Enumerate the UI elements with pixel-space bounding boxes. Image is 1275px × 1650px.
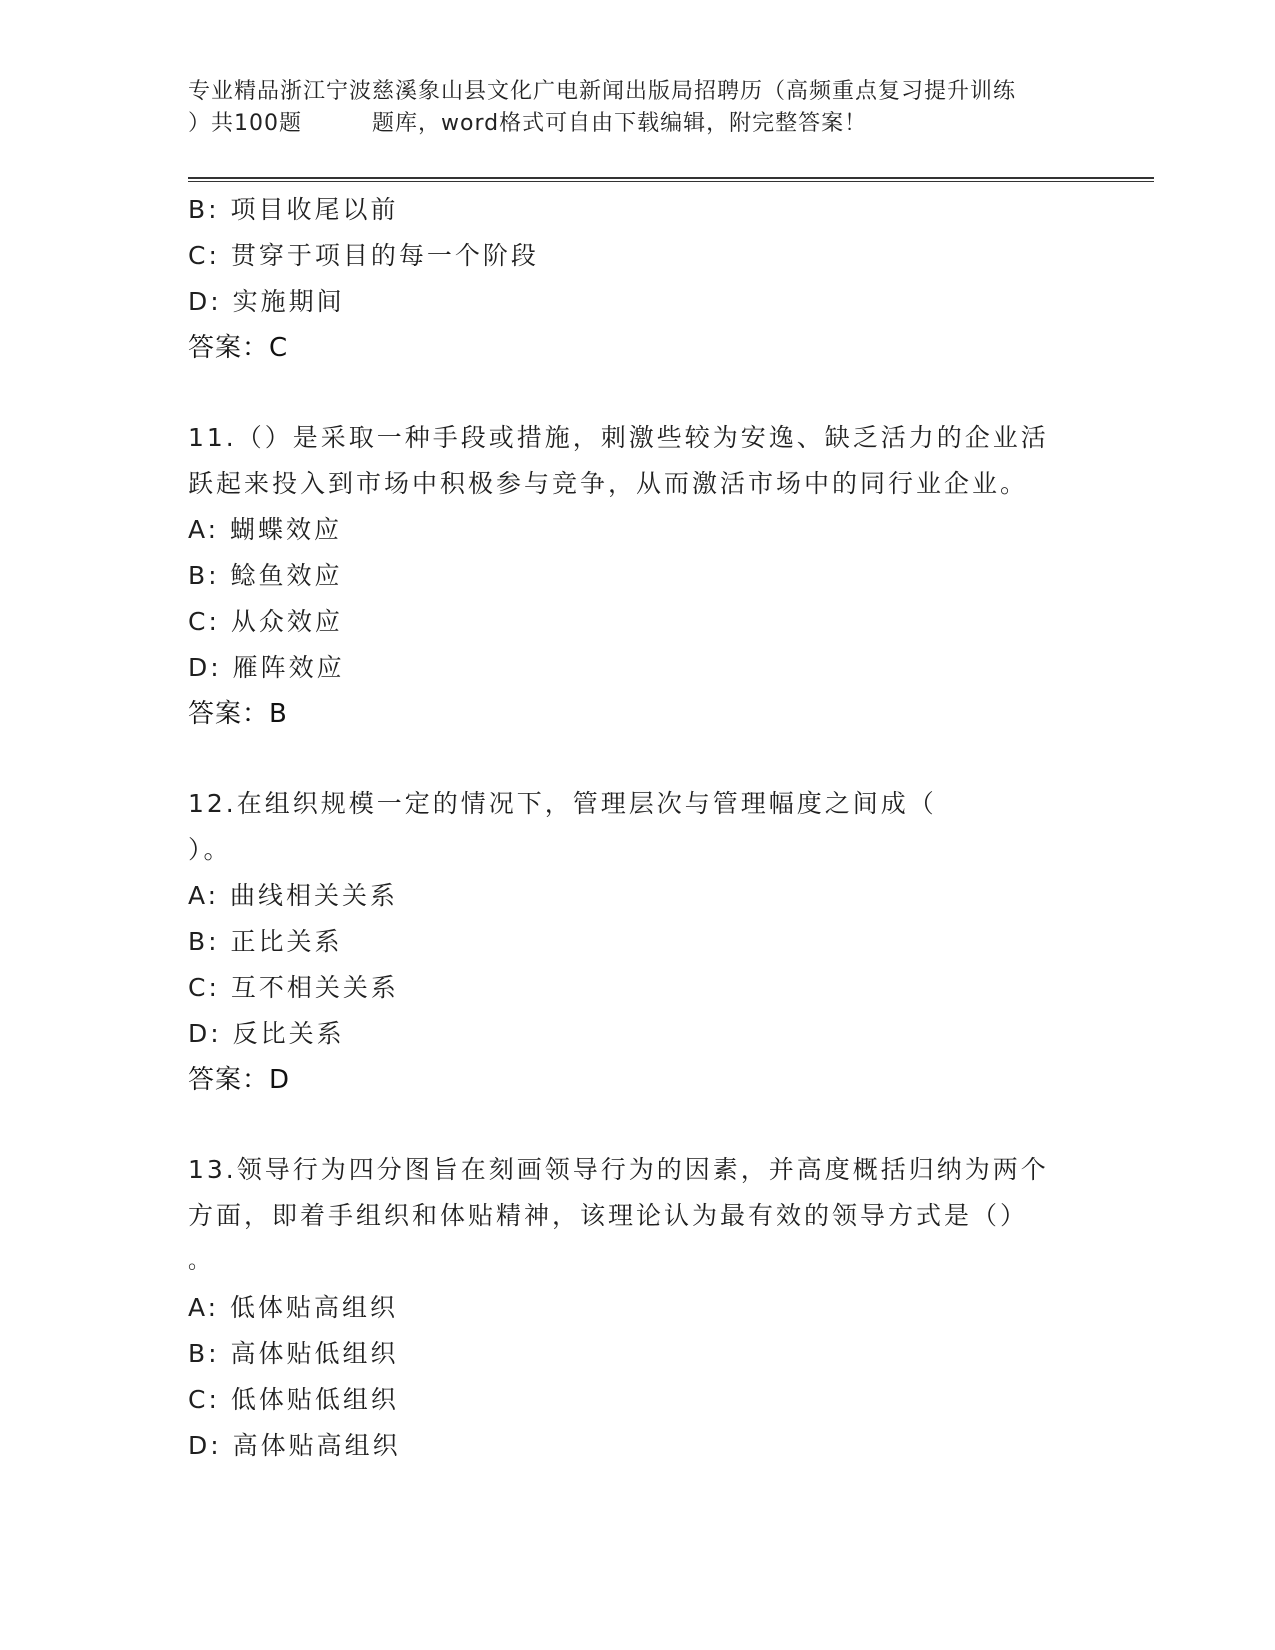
- option-c: C: 互不相关关系: [188, 973, 399, 1002]
- option-b: B: 正比关系: [188, 927, 343, 956]
- question-text-line: 13.领导行为四分图旨在刻画领导行为的因素，并高度概括归纳为两个: [188, 1155, 1049, 1184]
- header-line-1: 专业精品浙江宁波慈溪象山县文化广电新闻出版局招聘历（高频重点复习提升训练: [188, 79, 1017, 104]
- header-line-2: [188, 108, 1088, 140]
- option-a: A: 低体贴高组织: [188, 1293, 399, 1322]
- question-text-line: ）。: [188, 835, 232, 864]
- header-divider-thin: [188, 181, 1154, 182]
- question-text-line: 跃起来投入到市场中积极参与竞争，从而激活市场中的同行业企业。: [188, 469, 1029, 498]
- answer-label: 答案：B: [188, 699, 288, 729]
- question-block-11: [188, 415, 1088, 737]
- header-line-2-part-b: 题库，word格式可自由下载编辑，附完整答案！: [372, 111, 868, 136]
- option-c: C: 低体贴低组织: [188, 1385, 399, 1414]
- question-text-line: 11.（）是采取一种手段或措施，刺激些较为安逸、缺乏活力的企业活: [188, 423, 1049, 452]
- document-header: [188, 76, 1088, 140]
- option-c: C: 从众效应: [188, 607, 343, 636]
- option-b: B: 项目收尾以前: [188, 195, 399, 224]
- option-c: C: 贯穿于项目的每一个阶段: [188, 241, 539, 270]
- option-d: D: 实施期间: [188, 287, 345, 316]
- option-d: D: 高体贴高组织: [188, 1431, 401, 1460]
- option-b: B: 鲶鱼效应: [188, 561, 343, 590]
- question-spacer: [188, 737, 1088, 781]
- question-list: [188, 187, 1088, 1469]
- option-d: D: 反比关系: [188, 1019, 345, 1048]
- question-spacer: [188, 1103, 1088, 1147]
- question-text-line: 方面，即着手组织和体贴精神，该理论认为最有效的领导方式是（）: [188, 1201, 1029, 1230]
- header-line-2-part-a: ）共100题: [188, 111, 302, 136]
- option-d: D: 雁阵效应: [188, 653, 345, 682]
- option-b: B: 高体贴低组织: [188, 1339, 399, 1368]
- answer-label: 答案：D: [188, 1065, 291, 1095]
- option-a: A: 曲线相关关系: [188, 881, 399, 910]
- question-text-line: 。: [188, 1249, 214, 1274]
- option-a: A: 蝴蝶效应: [188, 515, 343, 544]
- question-block-12: [188, 781, 1088, 1103]
- question-block-prev: [188, 187, 1088, 371]
- answer-label: 答案：C: [188, 333, 289, 363]
- header-divider-thick: [188, 177, 1154, 179]
- question-block-13: [188, 1147, 1088, 1469]
- question-spacer: [188, 371, 1088, 415]
- question-text-line: 12.在组织规模一定的情况下，管理层次与管理幅度之间成（: [188, 789, 937, 818]
